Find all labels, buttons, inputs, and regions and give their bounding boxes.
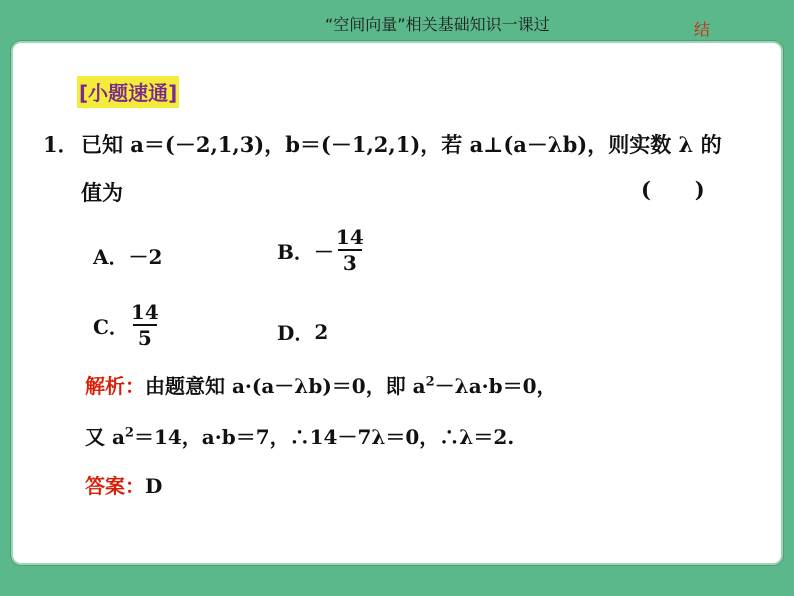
solution-text-2: 又 a bbox=[85, 425, 125, 449]
option-a bbox=[93, 241, 162, 270]
solution-line-2 bbox=[85, 421, 514, 450]
answer-line bbox=[85, 470, 162, 499]
option-d-label: D． bbox=[277, 321, 315, 345]
solution-text-1-rest: －λa·b＝0， bbox=[434, 374, 557, 398]
superscript: 2 bbox=[124, 425, 134, 441]
option-b-sign: － bbox=[313, 239, 334, 264]
solution-tag: 解析： bbox=[85, 374, 145, 398]
section-label: [小题速通] bbox=[77, 76, 179, 108]
solution-text-1: 由题意知 a·(a－λb)＝0，即 a bbox=[145, 374, 426, 398]
solution-line-1 bbox=[85, 370, 557, 399]
bottom-bar bbox=[0, 568, 794, 596]
answer-value: D bbox=[145, 474, 163, 498]
option-c-fraction bbox=[131, 300, 159, 350]
option-c-denominator: 5 bbox=[137, 326, 152, 350]
end-button[interactable]: 结 bbox=[693, 20, 710, 39]
header-bar bbox=[0, 0, 794, 42]
course-title: “空间向量”相关基础知识一课过 bbox=[325, 15, 550, 34]
option-b-numerator: 14 bbox=[335, 225, 364, 249]
option-b-denominator: 3 bbox=[342, 251, 357, 275]
slide-content bbox=[13, 43, 781, 563]
option-c-numerator: 14 bbox=[130, 300, 159, 324]
answer-blank: ( ) bbox=[641, 177, 705, 202]
question-number: 1． bbox=[43, 132, 79, 157]
question-line-2: 值为 bbox=[81, 180, 123, 205]
option-b bbox=[277, 225, 364, 275]
option-a-value: －2 bbox=[128, 245, 163, 269]
option-a-label: A． bbox=[93, 245, 129, 269]
option-b-fraction bbox=[336, 225, 364, 275]
option-b-label: B． bbox=[277, 239, 314, 264]
superscript: 2 bbox=[425, 374, 435, 390]
option-c-label: C． bbox=[93, 314, 129, 339]
solution-text-2-rest: ＝14，a·b＝7，∴14－7λ＝0，∴λ＝2. bbox=[133, 425, 515, 449]
answer-tag: 答案： bbox=[85, 474, 145, 498]
option-d bbox=[277, 317, 328, 346]
option-c bbox=[93, 300, 159, 350]
option-d-value: 2 bbox=[314, 319, 329, 344]
question-line-1: 已知 a＝(－2,1,3)，b＝(－1,2,1)，若 a⊥(a－λb)，则实数 λ 的 bbox=[81, 132, 722, 157]
